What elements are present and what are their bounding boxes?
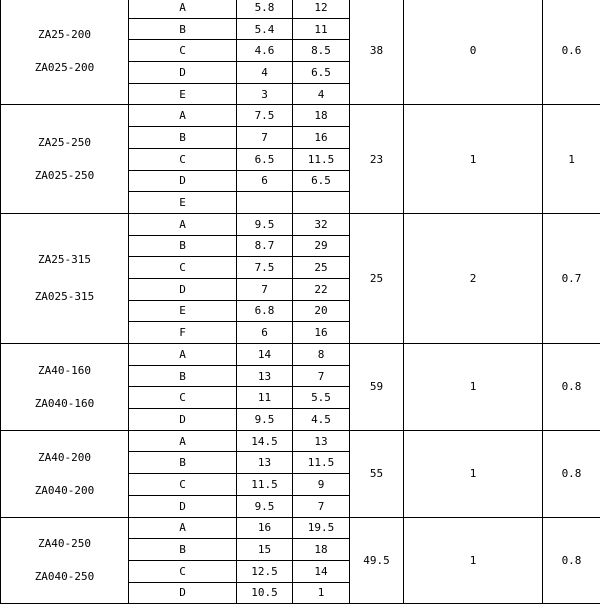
- model-cell: [1, 430, 129, 517]
- grade-cell: C: [129, 40, 237, 62]
- value-cell-a: 3: [237, 83, 293, 105]
- value-cell-a: 7: [237, 278, 293, 300]
- table-row: [1, 344, 600, 366]
- value-cell-a: 13: [237, 452, 293, 474]
- value-cell-b: [293, 192, 350, 214]
- value-cell-b: 16: [293, 322, 350, 344]
- model-alt-name: ZA040-200: [34, 483, 95, 497]
- grade-cell: B: [129, 452, 237, 474]
- grade-cell: D: [129, 62, 237, 84]
- grade-cell: C: [129, 474, 237, 496]
- grade-cell: A: [129, 0, 237, 18]
- grade-cell: B: [129, 539, 237, 561]
- value-cell-a: 5.8: [237, 0, 293, 18]
- model-cell: [1, 0, 129, 105]
- grade-cell: B: [129, 18, 237, 40]
- group-value-col6: 49.5: [350, 517, 404, 604]
- model-name: ZA25-315: [38, 253, 91, 267]
- model-alt-name: ZA025-200: [34, 60, 95, 74]
- grade-cell: C: [129, 148, 237, 170]
- grade-cell: B: [129, 235, 237, 257]
- grade-cell: B: [129, 365, 237, 387]
- group-value-col8: 0.6: [543, 0, 600, 105]
- grade-cell: B: [129, 127, 237, 149]
- group-value-col7: 2: [404, 213, 543, 343]
- model-name: ZA25-200: [38, 27, 91, 41]
- group-value-col6: 55: [350, 430, 404, 517]
- value-cell-b: 13: [293, 430, 350, 452]
- value-cell-b: 6.5: [293, 62, 350, 84]
- model-name: ZA25-250: [38, 136, 91, 150]
- model-name: ZA40-200: [38, 450, 91, 464]
- value-cell-b: 11: [293, 18, 350, 40]
- grade-cell: A: [129, 344, 237, 366]
- grade-cell: D: [129, 582, 237, 604]
- group-value-col7: 1: [404, 344, 543, 431]
- value-cell-b: 9: [293, 474, 350, 496]
- value-cell-b: 16: [293, 127, 350, 149]
- value-cell-a: 12.5: [237, 560, 293, 582]
- value-cell-b: 6.5: [293, 170, 350, 192]
- group-value-col8: 0.7: [543, 213, 600, 343]
- group-value-col8: 0.8: [543, 344, 600, 431]
- value-cell-a: 14: [237, 344, 293, 366]
- model-alt-name: ZA040-250: [34, 570, 95, 584]
- grade-cell: A: [129, 105, 237, 127]
- value-cell-a: 6: [237, 322, 293, 344]
- value-cell-a: 6.5: [237, 148, 293, 170]
- group-value-col7: 1: [404, 105, 543, 213]
- value-cell-a: 7: [237, 127, 293, 149]
- value-cell-a: 9.5: [237, 213, 293, 235]
- grade-cell: D: [129, 409, 237, 431]
- grade-cell: C: [129, 387, 237, 409]
- grade-cell: E: [129, 83, 237, 105]
- value-cell-b: 20: [293, 300, 350, 322]
- value-cell-b: 8.5: [293, 40, 350, 62]
- grade-cell: C: [129, 560, 237, 582]
- value-cell-a: 7.5: [237, 257, 293, 279]
- value-cell-b: 5.5: [293, 387, 350, 409]
- spec-table-body: [1, 0, 600, 604]
- value-cell-a: 14.5: [237, 430, 293, 452]
- grade-cell: E: [129, 192, 237, 214]
- value-cell-a: [237, 192, 293, 214]
- table-row: [1, 213, 600, 235]
- grade-cell: D: [129, 495, 237, 517]
- model-cell: [1, 344, 129, 431]
- value-cell-b: 11.5: [293, 452, 350, 474]
- group-value-col7: 1: [404, 517, 543, 604]
- value-cell-b: 14: [293, 560, 350, 582]
- value-cell-a: 4: [237, 62, 293, 84]
- model-cell: [1, 517, 129, 604]
- grade-cell: C: [129, 257, 237, 279]
- value-cell-b: 11.5: [293, 148, 350, 170]
- value-cell-b: 8: [293, 344, 350, 366]
- model-name: ZA40-250: [38, 537, 91, 551]
- value-cell-a: 8.7: [237, 235, 293, 257]
- value-cell-a: 16: [237, 517, 293, 539]
- value-cell-b: 18: [293, 539, 350, 561]
- value-cell-a: 9.5: [237, 409, 293, 431]
- model-name: ZA40-160: [38, 363, 91, 377]
- group-value-col7: 0: [404, 0, 543, 105]
- value-cell-a: 10.5: [237, 582, 293, 604]
- value-cell-b: 12: [293, 0, 350, 18]
- grade-cell: A: [129, 430, 237, 452]
- value-cell-b: 4.5: [293, 409, 350, 431]
- value-cell-a: 11.5: [237, 474, 293, 496]
- value-cell-b: 32: [293, 213, 350, 235]
- model-alt-name: ZA025-315: [34, 290, 95, 304]
- group-value-col8: 1: [543, 105, 600, 213]
- value-cell-a: 13: [237, 365, 293, 387]
- value-cell-a: 6: [237, 170, 293, 192]
- model-cell: [1, 213, 129, 343]
- value-cell-a: 5.4: [237, 18, 293, 40]
- group-value-col8: 0.8: [543, 517, 600, 604]
- group-value-col6: 23: [350, 105, 404, 213]
- value-cell-a: 4.6: [237, 40, 293, 62]
- table-row: [1, 0, 600, 18]
- group-value-col7: 1: [404, 430, 543, 517]
- grade-cell: E: [129, 300, 237, 322]
- model-alt-name: ZA040-160: [34, 396, 95, 410]
- grade-cell: A: [129, 517, 237, 539]
- value-cell-b: 29: [293, 235, 350, 257]
- group-value-col6: 59: [350, 344, 404, 431]
- value-cell-b: 4: [293, 83, 350, 105]
- value-cell-a: 9.5: [237, 495, 293, 517]
- value-cell-b: 19.5: [293, 517, 350, 539]
- value-cell-b: 25: [293, 257, 350, 279]
- model-alt-name: ZA025-250: [34, 169, 95, 183]
- value-cell-b: 1: [293, 582, 350, 604]
- value-cell-a: 6.8: [237, 300, 293, 322]
- table-row: [1, 517, 600, 539]
- value-cell-b: 18: [293, 105, 350, 127]
- grade-cell: F: [129, 322, 237, 344]
- group-value-col6: 38: [350, 0, 404, 105]
- group-value-col6: 25: [350, 213, 404, 343]
- table-row: [1, 105, 600, 127]
- grade-cell: D: [129, 170, 237, 192]
- model-cell: [1, 105, 129, 213]
- value-cell-a: 11: [237, 387, 293, 409]
- grade-cell: A: [129, 213, 237, 235]
- group-value-col8: 0.8: [543, 430, 600, 517]
- value-cell-b: 7: [293, 365, 350, 387]
- value-cell-b: 22: [293, 278, 350, 300]
- value-cell-b: 7: [293, 495, 350, 517]
- table-row: [1, 430, 600, 452]
- value-cell-a: 7.5: [237, 105, 293, 127]
- grade-cell: D: [129, 278, 237, 300]
- value-cell-a: 15: [237, 539, 293, 561]
